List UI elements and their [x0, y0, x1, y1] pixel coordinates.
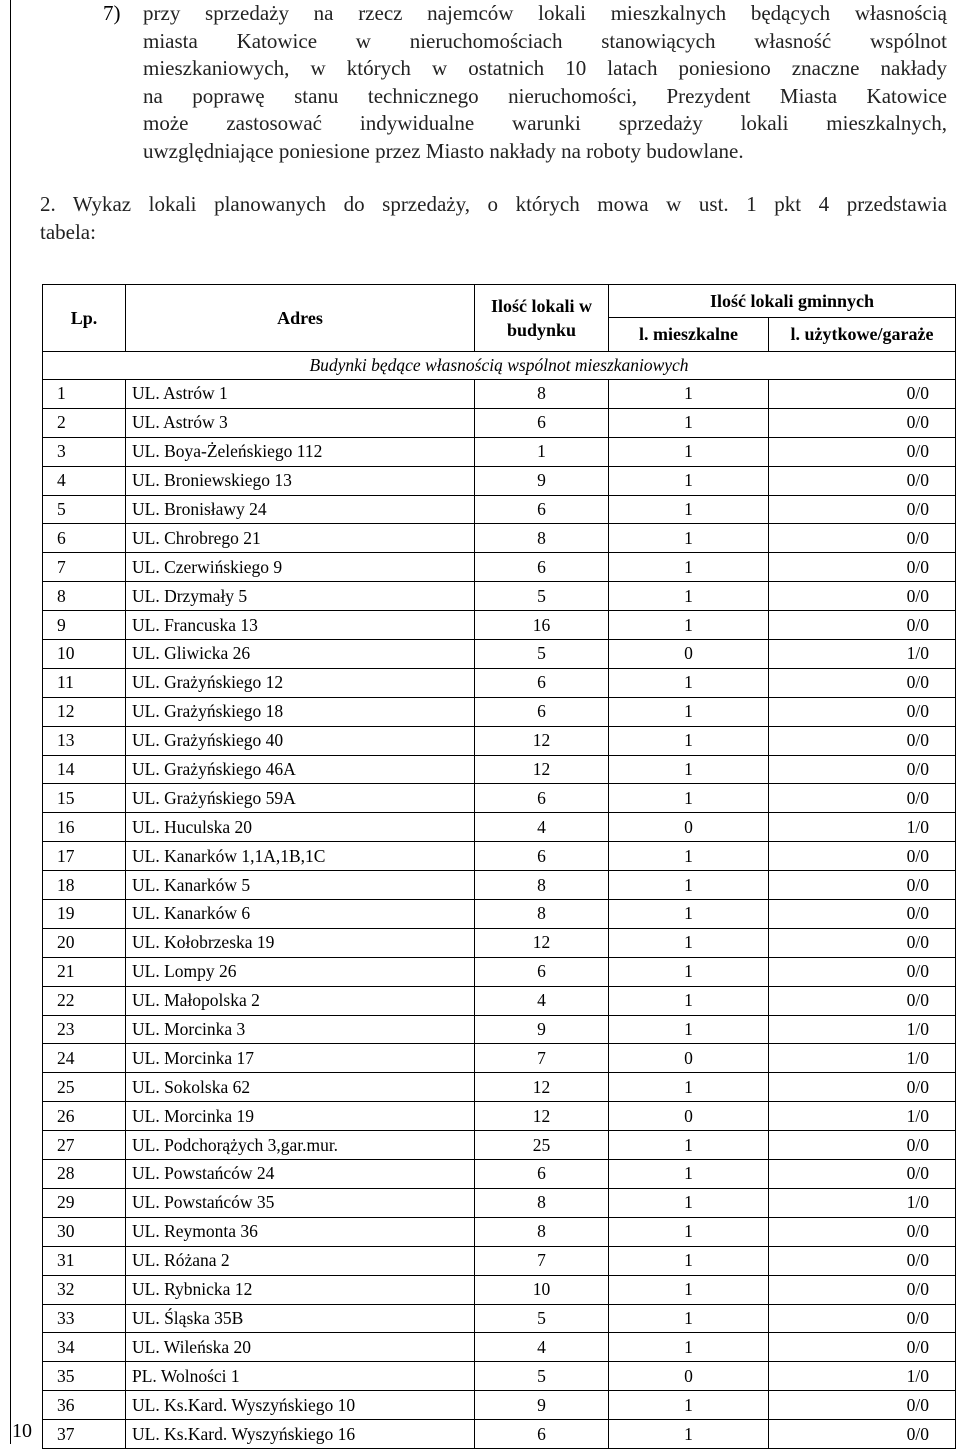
cell-mieszkalne: 1 [609, 928, 769, 957]
cell-mieszkalne: 1 [609, 986, 769, 1015]
cell-ilosc-w-budynku: 12 [475, 726, 609, 755]
cell-lp: 32 [43, 1275, 126, 1304]
table-row [43, 726, 956, 755]
cell-mieszkalne: 1 [609, 784, 769, 813]
cell-ilosc-w-budynku: 6 [475, 957, 609, 986]
cell-adres: UL. Grażyńskiego 40 [126, 726, 475, 755]
cell-adres: UL. Astrów 3 [126, 408, 475, 437]
cell-adres: UL. Bronisławy 24 [126, 495, 475, 524]
table-row [43, 380, 956, 409]
cell-adres: UL. Kanarków 1,1A,1B,1C [126, 842, 475, 871]
cell-ilosc-w-budynku: 25 [475, 1131, 609, 1160]
cell-adres: UL. Kanarków 5 [126, 871, 475, 900]
cell-ilosc-w-budynku: 6 [475, 697, 609, 726]
cell-ilosc-w-budynku: 12 [475, 1102, 609, 1131]
cell-uzytkowe: 0/0 [769, 582, 956, 611]
cell-lp: 10 [43, 640, 126, 669]
cell-adres: UL. Ks.Kard. Wyszyńskiego 10 [126, 1391, 475, 1420]
cell-adres: UL. Huculska 20 [126, 813, 475, 842]
cell-adres: UL. Lompy 26 [126, 957, 475, 986]
table-row [43, 1131, 956, 1160]
cell-ilosc-w-budynku: 8 [475, 871, 609, 900]
cell-uzytkowe: 0/0 [769, 755, 956, 784]
cell-lp: 35 [43, 1362, 126, 1391]
cell-adres: UL. Kanarków 6 [126, 900, 475, 929]
cell-ilosc-w-budynku: 4 [475, 986, 609, 1015]
cell-lp: 31 [43, 1246, 126, 1275]
cell-ilosc-w-budynku: 8 [475, 900, 609, 929]
cell-mieszkalne: 0 [609, 813, 769, 842]
cell-lp: 23 [43, 1015, 126, 1044]
cell-ilosc-w-budynku: 6 [475, 495, 609, 524]
table-row [43, 928, 956, 957]
cell-adres: UL. Czerwińskiego 9 [126, 553, 475, 582]
table-row [43, 611, 956, 640]
table-row [43, 784, 956, 813]
cell-ilosc-w-budynku: 12 [475, 755, 609, 784]
cell-uzytkowe: 0/0 [769, 697, 956, 726]
cell-ilosc-w-budynku: 6 [475, 553, 609, 582]
cell-uzytkowe: 1/0 [769, 813, 956, 842]
paragraph-line: przy sprzedaży na rzecz najemców lokali mieszkalnych będących własnością [143, 1, 947, 25]
table-row [43, 1217, 956, 1246]
cell-mieszkalne: 1 [609, 495, 769, 524]
header-ilosc-w-budynku: Ilość lokali w budynku [475, 285, 609, 352]
cell-uzytkowe: 0/0 [769, 1391, 956, 1420]
header-lp: Lp. [43, 285, 126, 352]
cell-lp: 11 [43, 668, 126, 697]
cell-adres: UL. Ks.Kard. Wyszyńskiego 16 [126, 1420, 475, 1449]
cell-lp: 26 [43, 1102, 126, 1131]
cell-uzytkowe: 0/0 [769, 1246, 956, 1275]
cell-mieszkalne: 1 [609, 1420, 769, 1449]
section-label: Budynki będące własnością wspólnot mieszkaniowych [43, 352, 956, 380]
cell-ilosc-w-budynku: 7 [475, 1044, 609, 1073]
cell-ilosc-w-budynku: 12 [475, 1073, 609, 1102]
cell-uzytkowe: 1/0 [769, 1015, 956, 1044]
cell-uzytkowe: 0/0 [769, 668, 956, 697]
table-row [43, 582, 956, 611]
cell-mieszkalne: 1 [609, 755, 769, 784]
cell-mieszkalne: 1 [609, 871, 769, 900]
cell-ilosc-w-budynku: 6 [475, 1420, 609, 1449]
cell-lp: 25 [43, 1073, 126, 1102]
cell-uzytkowe: 0/0 [769, 1073, 956, 1102]
cell-lp: 15 [43, 784, 126, 813]
table-row [43, 1015, 956, 1044]
cell-uzytkowe: 0/0 [769, 784, 956, 813]
cell-ilosc-w-budynku: 5 [475, 1304, 609, 1333]
cell-ilosc-w-budynku: 8 [475, 1217, 609, 1246]
cell-lp: 14 [43, 755, 126, 784]
cell-adres: UL. Wileńska 20 [126, 1333, 475, 1362]
cell-lp: 18 [43, 871, 126, 900]
cell-uzytkowe: 1/0 [769, 1188, 956, 1217]
paragraph-7-text [143, 0, 947, 165]
cell-adres: UL. Powstańców 35 [126, 1188, 475, 1217]
cell-ilosc-w-budynku: 8 [475, 1188, 609, 1217]
cell-adres: PL. Wolności 1 [126, 1362, 475, 1391]
cell-ilosc-w-budynku: 12 [475, 928, 609, 957]
page-margin-line [10, 0, 11, 1444]
cell-uzytkowe: 0/0 [769, 611, 956, 640]
cell-uzytkowe: 0/0 [769, 437, 956, 466]
sale-list-table [42, 284, 956, 1449]
table-row [43, 900, 956, 929]
cell-adres: UL. Różana 2 [126, 1246, 475, 1275]
cell-lp: 1 [43, 380, 126, 409]
cell-adres: UL. Sokolska 62 [126, 1073, 475, 1102]
cell-mieszkalne: 1 [609, 611, 769, 640]
cell-uzytkowe: 0/0 [769, 1275, 956, 1304]
cell-ilosc-w-budynku: 7 [475, 1246, 609, 1275]
cell-adres: UL. Morcinka 17 [126, 1044, 475, 1073]
cell-adres: UL. Powstańców 24 [126, 1160, 475, 1189]
cell-lp: 7 [43, 553, 126, 582]
cell-mieszkalne: 1 [609, 697, 769, 726]
table-row [43, 524, 956, 553]
cell-mieszkalne: 1 [609, 380, 769, 409]
table-row [43, 986, 956, 1015]
cell-uzytkowe: 0/0 [769, 900, 956, 929]
cell-uzytkowe: 0/0 [769, 986, 956, 1015]
cell-ilosc-w-budynku: 6 [475, 668, 609, 697]
cell-ilosc-w-budynku: 6 [475, 784, 609, 813]
cell-ilosc-w-budynku: 10 [475, 1275, 609, 1304]
cell-lp: 13 [43, 726, 126, 755]
cell-lp: 29 [43, 1188, 126, 1217]
table-row [43, 1246, 956, 1275]
header-adres: Adres [126, 285, 475, 352]
cell-uzytkowe: 1/0 [769, 640, 956, 669]
cell-adres: UL. Śląska 35B [126, 1304, 475, 1333]
cell-mieszkalne: 1 [609, 842, 769, 871]
cell-ilosc-w-budynku: 1 [475, 437, 609, 466]
cell-ilosc-w-budynku: 4 [475, 1333, 609, 1362]
cell-lp: 30 [43, 1217, 126, 1246]
cell-ilosc-w-budynku: 8 [475, 380, 609, 409]
table-row [43, 842, 956, 871]
cell-ilosc-w-budynku: 9 [475, 466, 609, 495]
cell-mieszkalne: 1 [609, 900, 769, 929]
cell-mieszkalne: 1 [609, 1131, 769, 1160]
list-number: 7) [103, 1, 121, 25]
cell-lp: 9 [43, 611, 126, 640]
cell-uzytkowe: 0/0 [769, 495, 956, 524]
paragraph-line: 2. Wykaz lokali planowanych do sprzedaży, o których mowa w ust. 1 pkt 4 przedstawia [40, 192, 947, 216]
cell-mieszkalne: 1 [609, 1160, 769, 1189]
cell-mieszkalne: 0 [609, 640, 769, 669]
cell-adres: UL. Reymonta 36 [126, 1217, 475, 1246]
cell-lp: 4 [43, 466, 126, 495]
cell-uzytkowe: 0/0 [769, 380, 956, 409]
table-row [43, 1391, 956, 1420]
cell-uzytkowe: 1/0 [769, 1102, 956, 1131]
cell-uzytkowe: 0/0 [769, 466, 956, 495]
table-row [43, 495, 956, 524]
table-row [43, 408, 956, 437]
cell-ilosc-w-budynku: 5 [475, 640, 609, 669]
cell-mieszkalne: 1 [609, 466, 769, 495]
paragraph-2 [40, 191, 947, 246]
cell-mieszkalne: 1 [609, 1391, 769, 1420]
cell-mieszkalne: 1 [609, 1333, 769, 1362]
cell-uzytkowe: 0/0 [769, 726, 956, 755]
cell-mieszkalne: 1 [609, 1275, 769, 1304]
cell-adres: UL. Małopolska 2 [126, 986, 475, 1015]
table-row [43, 1275, 956, 1304]
cell-mieszkalne: 1 [609, 1304, 769, 1333]
cell-adres: UL. Grażyńskiego 46A [126, 755, 475, 784]
cell-adres: UL. Kołobrzeska 19 [126, 928, 475, 957]
cell-uzytkowe: 0/0 [769, 553, 956, 582]
cell-mieszkalne: 1 [609, 1073, 769, 1102]
table-row [43, 640, 956, 669]
cell-uzytkowe: 0/0 [769, 1420, 956, 1449]
cell-mieszkalne: 1 [609, 437, 769, 466]
cell-uzytkowe: 0/0 [769, 928, 956, 957]
header-ilosc-gminnych: Ilość lokali gminnych [609, 285, 956, 318]
paragraph-line: uwzględniające poniesione przez Miasto nakłady na roboty budowlane. [143, 138, 744, 163]
cell-uzytkowe: 1/0 [769, 1362, 956, 1391]
table-row [43, 871, 956, 900]
cell-uzytkowe: 0/0 [769, 1217, 956, 1246]
cell-lp: 34 [43, 1333, 126, 1362]
table-row [43, 1304, 956, 1333]
cell-uzytkowe: 0/0 [769, 1131, 956, 1160]
cell-lp: 33 [43, 1304, 126, 1333]
cell-uzytkowe: 0/0 [769, 842, 956, 871]
cell-lp: 12 [43, 697, 126, 726]
table-row [43, 668, 956, 697]
cell-mieszkalne: 1 [609, 1015, 769, 1044]
table-row [43, 697, 956, 726]
table-row [43, 1188, 956, 1217]
table-row [43, 1362, 956, 1391]
cell-lp: 16 [43, 813, 126, 842]
cell-mieszkalne: 1 [609, 408, 769, 437]
cell-ilosc-w-budynku: 9 [475, 1015, 609, 1044]
cell-adres: UL. Morcinka 19 [126, 1102, 475, 1131]
cell-lp: 19 [43, 900, 126, 929]
cell-ilosc-w-budynku: 6 [475, 1160, 609, 1189]
paragraph-7 [103, 0, 947, 165]
cell-adres: UL. Francuska 13 [126, 611, 475, 640]
cell-mieszkalne: 1 [609, 524, 769, 553]
table-row [43, 1102, 956, 1131]
cell-adres: UL. Drzymały 5 [126, 582, 475, 611]
table-row [43, 1044, 956, 1073]
header-mieszkalne: l. mieszkalne [609, 318, 769, 352]
paragraph-line: na poprawę stanu technicznego nieruchomości, Prezydent Miasta Katowice [143, 83, 947, 108]
cell-uzytkowe: 0/0 [769, 1304, 956, 1333]
cell-mieszkalne: 1 [609, 553, 769, 582]
cell-lp: 37 [43, 1420, 126, 1449]
cell-mieszkalne: 0 [609, 1102, 769, 1131]
cell-mieszkalne: 1 [609, 1246, 769, 1275]
cell-adres: UL. Grażyńskiego 12 [126, 668, 475, 697]
table-row [43, 1160, 956, 1189]
cell-uzytkowe: 0/0 [769, 1160, 956, 1189]
cell-uzytkowe: 0/0 [769, 408, 956, 437]
cell-ilosc-w-budynku: 6 [475, 408, 609, 437]
cell-lp: 20 [43, 928, 126, 957]
paragraph-line: tabela: [40, 219, 96, 244]
cell-mieszkalne: 1 [609, 582, 769, 611]
table-row [43, 437, 956, 466]
cell-ilosc-w-budynku: 5 [475, 1362, 609, 1391]
cell-mieszkalne: 1 [609, 1188, 769, 1217]
cell-mieszkalne: 0 [609, 1044, 769, 1073]
table-row [43, 466, 956, 495]
cell-ilosc-w-budynku: 16 [475, 611, 609, 640]
table-row [43, 813, 956, 842]
table-row [43, 553, 956, 582]
cell-mieszkalne: 0 [609, 1362, 769, 1391]
cell-lp: 17 [43, 842, 126, 871]
table-row [43, 1073, 956, 1102]
cell-lp: 22 [43, 986, 126, 1015]
paragraph-line: miasta Katowice w nieruchomościach stanowiących własność wspólnot [143, 28, 947, 53]
cell-lp: 6 [43, 524, 126, 553]
cell-adres: UL. Grażyńskiego 59A [126, 784, 475, 813]
cell-mieszkalne: 1 [609, 726, 769, 755]
header-uzytkowe: l. użytkowe/garaże [769, 318, 956, 352]
cell-mieszkalne: 1 [609, 1217, 769, 1246]
cell-uzytkowe: 1/0 [769, 1044, 956, 1073]
cell-adres: UL. Boya-Żeleńskiego 112 [126, 437, 475, 466]
page-number: 10 [12, 1420, 32, 1442]
paragraph-line: mieszkaniowych, w których w ostatnich 10 latach poniesiono znaczne nakłady [143, 56, 947, 80]
cell-adres: UL. Astrów 1 [126, 380, 475, 409]
cell-lp: 24 [43, 1044, 126, 1073]
cell-uzytkowe: 0/0 [769, 524, 956, 553]
cell-lp: 3 [43, 437, 126, 466]
cell-lp: 5 [43, 495, 126, 524]
cell-lp: 27 [43, 1131, 126, 1160]
cell-adres: UL. Podchorążych 3,gar.mur. [126, 1131, 475, 1160]
cell-adres: UL. Chrobrego 21 [126, 524, 475, 553]
cell-ilosc-w-budynku: 4 [475, 813, 609, 842]
cell-lp: 36 [43, 1391, 126, 1420]
paragraph-line: może zastosować indywidualne warunki sprzedaży lokali mieszkalnych, [143, 111, 947, 135]
table-row [43, 755, 956, 784]
cell-adres: UL. Morcinka 3 [126, 1015, 475, 1044]
cell-adres: UL. Gliwicka 26 [126, 640, 475, 669]
cell-lp: 28 [43, 1160, 126, 1189]
cell-ilosc-w-budynku: 9 [475, 1391, 609, 1420]
cell-adres: UL. Rybnicka 12 [126, 1275, 475, 1304]
cell-ilosc-w-budynku: 6 [475, 842, 609, 871]
cell-adres: UL. Broniewskiego 13 [126, 466, 475, 495]
cell-ilosc-w-budynku: 8 [475, 524, 609, 553]
table-row [43, 957, 956, 986]
cell-uzytkowe: 0/0 [769, 957, 956, 986]
cell-adres: UL. Grażyńskiego 18 [126, 697, 475, 726]
cell-uzytkowe: 0/0 [769, 871, 956, 900]
table-row [43, 1333, 956, 1362]
cell-mieszkalne: 1 [609, 957, 769, 986]
table-row [43, 1420, 956, 1449]
cell-lp: 2 [43, 408, 126, 437]
cell-ilosc-w-budynku: 5 [475, 582, 609, 611]
cell-lp: 21 [43, 957, 126, 986]
cell-mieszkalne: 1 [609, 668, 769, 697]
cell-uzytkowe: 0/0 [769, 1333, 956, 1362]
cell-lp: 8 [43, 582, 126, 611]
